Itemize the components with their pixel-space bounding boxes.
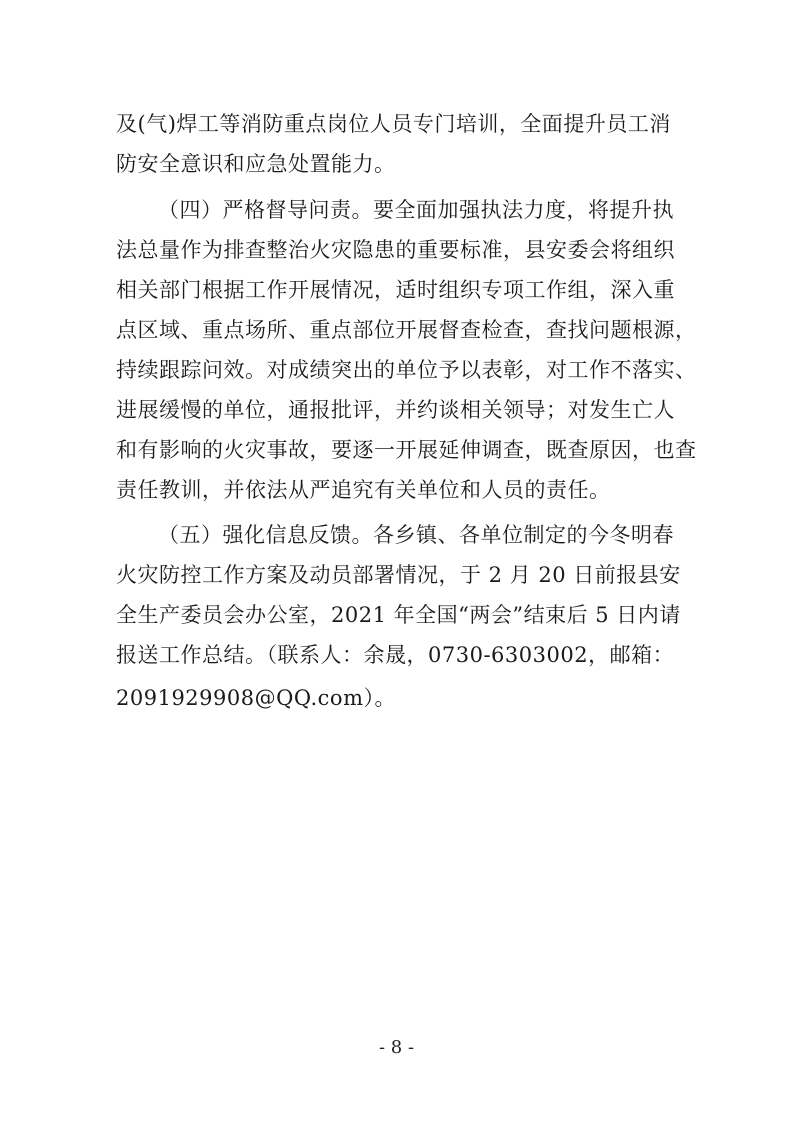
paragraph-line: 持续跟踪问效。对成绩突出的单位予以表彰，对工作不落实、 — [116, 358, 697, 382]
paragraph-line-section-four-heading: （四）严格督导问责。要全面加强执法力度，将提升执 — [158, 198, 674, 222]
paragraph-line: 火灾防控工作方案及动员部署情况，于 2 月 20 日前报县安 — [116, 563, 681, 587]
paragraph-line: 和有影响的火灾事故，要逐一开展延伸调查，既查原因，也查 — [116, 438, 697, 462]
paragraph-line: 2091929908@QQ.com）。 — [116, 686, 396, 710]
paragraph-line: 防安全意识和应急处置能力。 — [116, 152, 396, 176]
page-number: - 8 - — [378, 1037, 415, 1058]
paragraph-line-section-five-heading: （五）强化信息反馈。各乡镇、各单位制定的今冬明春 — [158, 523, 674, 547]
paragraph-line: 进展缓慢的单位，通报批评，并约谈相关领导；对发生亡人 — [116, 398, 675, 422]
paragraph-line: 全生产委员会办公室，2021 年全国“两会”结束后 5 日内请 — [116, 603, 681, 627]
paragraph-line: 及(气)焊工等消防重点岗位人员专门培训，全面提升员工消 — [116, 112, 671, 136]
paragraph-line: 责任教训，并依法从严追究有关单位和人员的责任。 — [116, 478, 611, 502]
paragraph-line: 点区域、重点场所、重点部位开展督查检查，查找问题根源， — [116, 318, 697, 342]
paragraph-line: 法总量作为排查整治火灾隐患的重要标准，县安委会将组织 — [116, 238, 675, 262]
paragraph-line: 报送工作总结。（联系人：余晟，0730-6303002，邮箱： — [116, 643, 675, 667]
paragraph-line: 相关部门根据工作开展情况，适时组织专项工作组，深入重 — [116, 278, 675, 302]
